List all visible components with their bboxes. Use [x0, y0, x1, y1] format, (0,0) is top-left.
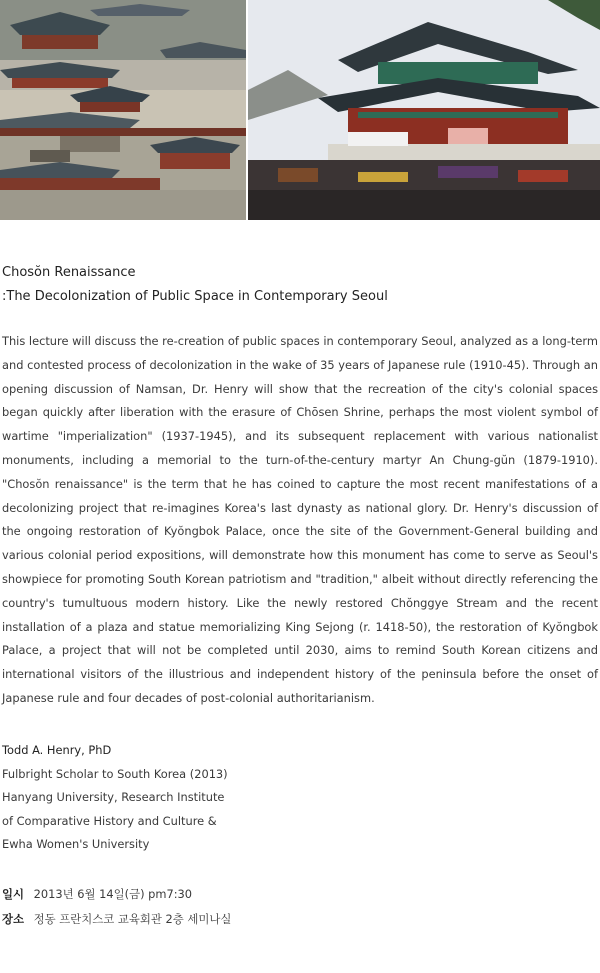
- palace-ceremony-photo: [248, 0, 600, 220]
- speaker-affiliation: Hanyang University, Research Institute: [2, 790, 225, 804]
- title-line-1: Chosŏn Renaissance: [2, 265, 136, 280]
- lecture-title: [2, 261, 598, 309]
- header-photos: [0, 0, 600, 220]
- lecture-abstract: This lecture will discuss the re-creation of public spaces in contemporary Seoul, analyzed as a long-term and contested process of decolonization in the wake of 35 years of Japanese rule (1910-45). Through an opening discussion of Namsan, Dr. Henry will show that the recreation of the city's colonial spaces began quickly after liberation with the erasure of Chōsen Shrine, perhaps the most violent symbol of wartime "imperialization" (1937-1945), and its subsequent replacement with various nationalist monuments, including a memorial to the turn-of-the-century martyr An Chung-gŭn (1879-1910). "Chosŏn renaissance" is the term that he has coined to capture the most recent manifestations of a decolonizing project that re-imagines Korea's last dynasty as national glory. Dr. Henry's discussion of the ongoing restoration of Kyŏngbok Palace, once the site of the Government-General building and various colonial period expositions, will demonstrate how this monument has come to serve as Seoul's showpiece for promoting South Korean patriotism and "tradition," albeit without directly referencing the country's tumultuous modern history. Like the newly restored Chŏnggye Stream and the recent installation of a plaza and statue memorializing King Sejong (r. 1418-50), the restoration of Kyŏngbok Palace, a project that will not be completed until 2030, aims to remind South Korean citizens and international visitors of the illustrious and independent history of the peninsula before the onset of Japanese rule and four decades of post-colonial authoritarianism.: [2, 334, 598, 705]
- speaker-name: Todd A. Henry, PhD: [2, 743, 112, 757]
- date-label: 일시: [2, 887, 25, 901]
- place-label: 장소: [2, 912, 25, 926]
- speaker-block: [2, 739, 598, 857]
- palace-aerial-photo: [0, 0, 246, 220]
- place-value: 정동 프란치스코 교육회관 2층 세미나실: [33, 912, 232, 926]
- title-line-2: :The Decolonization of Public Space in Contemporary Seoul: [2, 289, 388, 304]
- event-place-row: [2, 907, 598, 932]
- date-value: 2013년 6월 14일(금) pm7:30: [33, 887, 193, 901]
- speaker-affiliation: Ewha Women's University: [2, 837, 150, 851]
- event-date-row: [2, 882, 598, 907]
- event-info: [2, 882, 598, 932]
- speaker-affiliation: of Comparative History and Culture &: [2, 813, 217, 828]
- speaker-affiliation: Fulbright Scholar to South Korea (2013): [2, 766, 228, 781]
